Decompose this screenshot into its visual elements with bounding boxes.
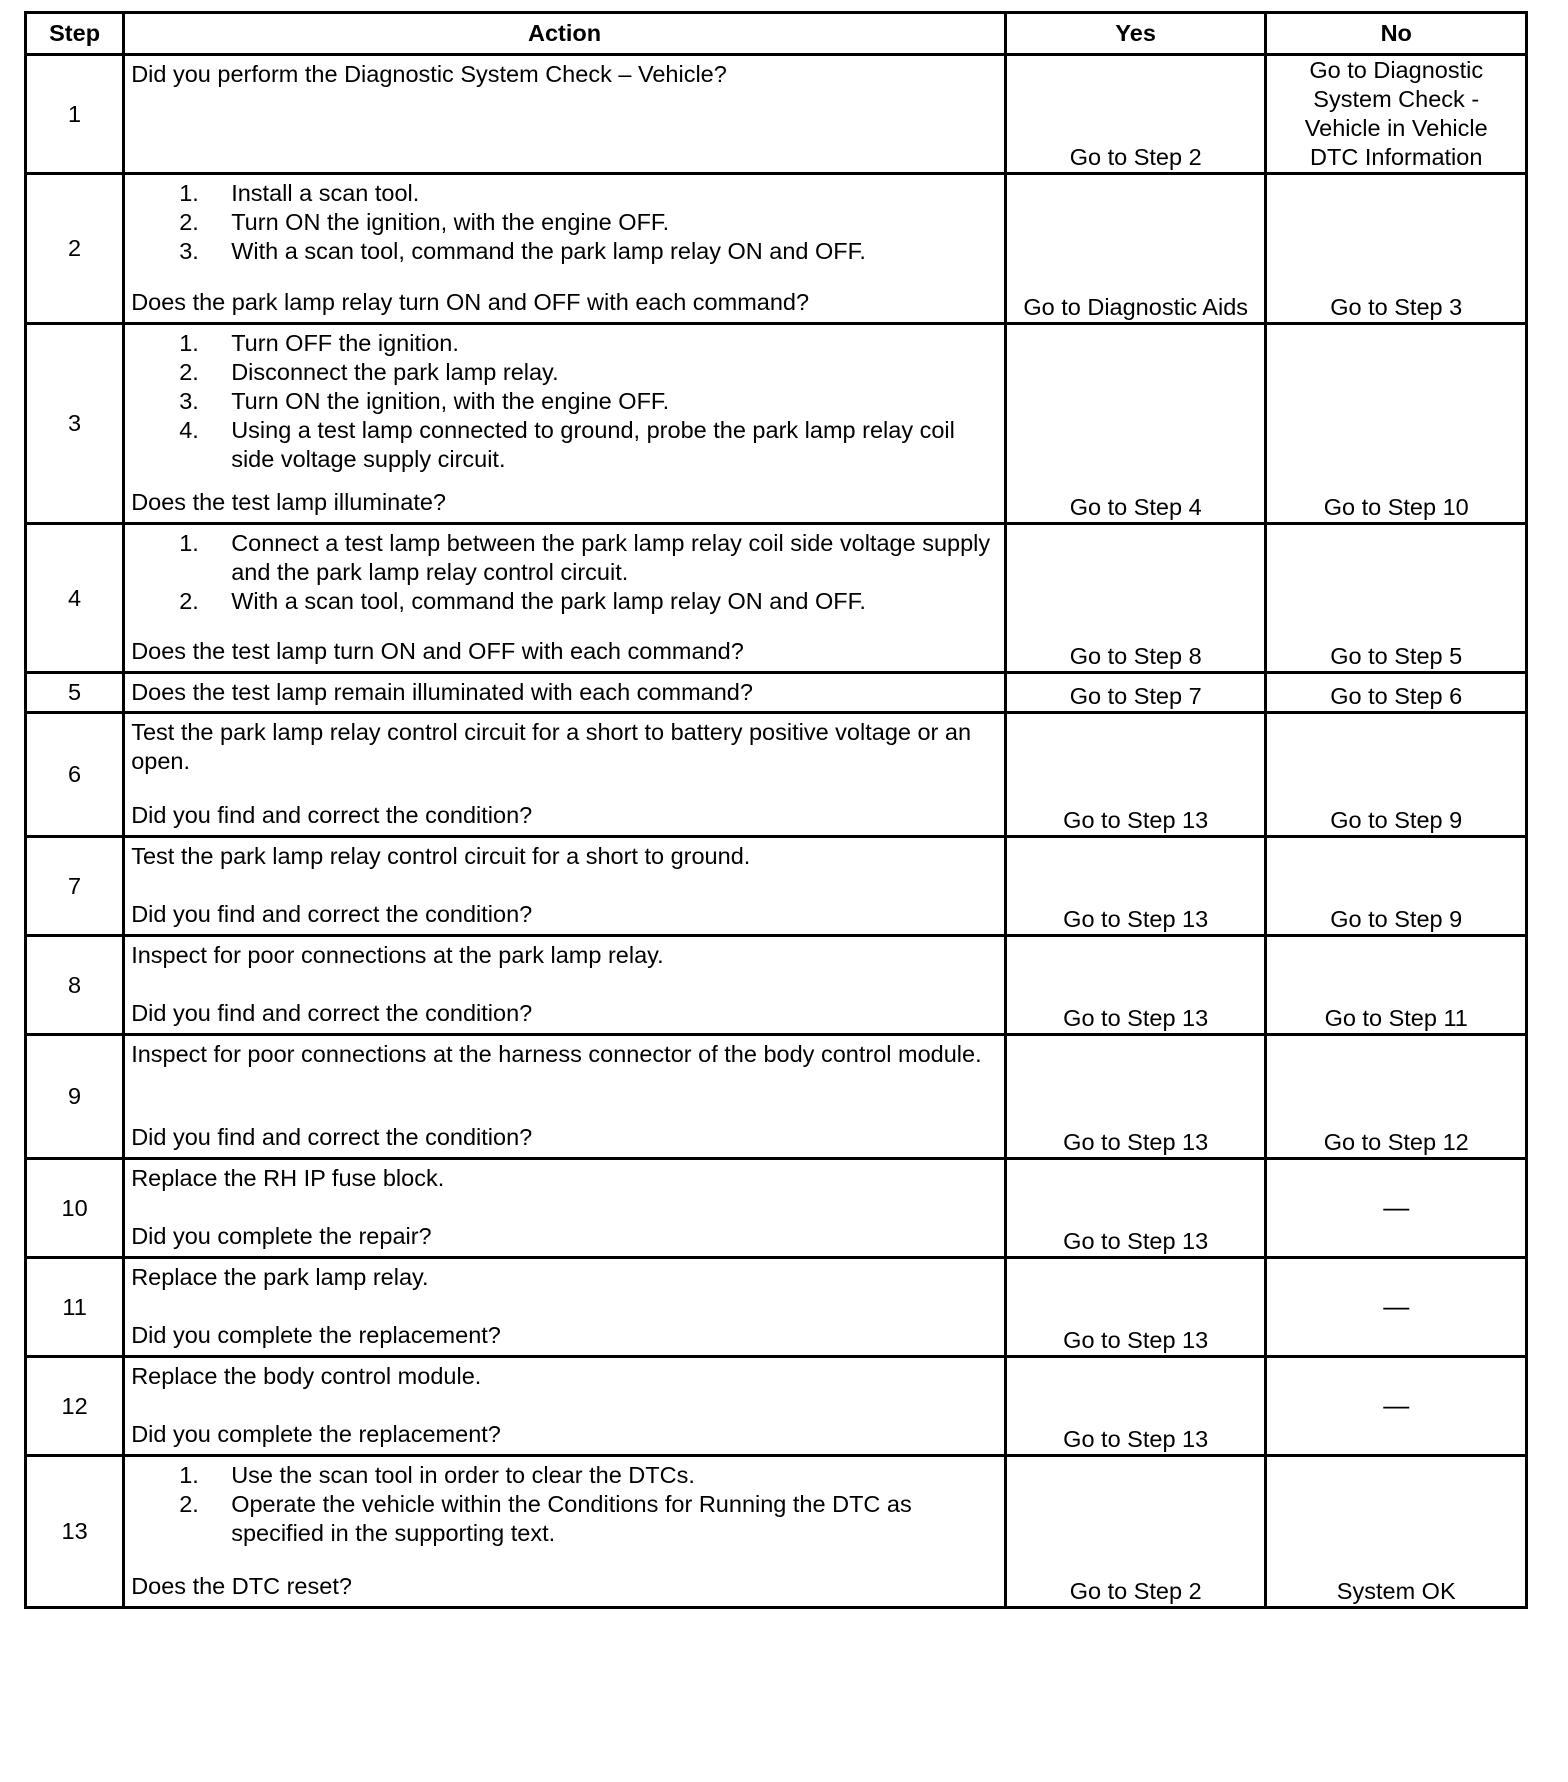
action-step-text: Install a scan tool. xyxy=(231,180,420,206)
action-cell xyxy=(124,1456,1006,1608)
diagnostic-table xyxy=(24,11,1528,1609)
no-result-dash xyxy=(1266,1357,1527,1456)
action-content xyxy=(125,525,1004,671)
action-content xyxy=(125,838,1004,934)
action-content xyxy=(125,937,1004,1033)
dash-glyph: — xyxy=(1383,1192,1410,1222)
no-result: Go to Step 3 xyxy=(1266,174,1527,324)
action-step-item xyxy=(131,208,998,237)
action-steps-list xyxy=(131,1461,998,1548)
action-step-text: Turn ON the ignition, with the engine OFF. xyxy=(231,209,670,235)
action-step-text: Turn ON the ignition, with the engine OFF. xyxy=(231,388,670,414)
action-text: Test the park lamp relay control circuit for a short to ground. xyxy=(131,843,751,869)
action-step-text: Using a test lamp connected to ground, probe the park lamp relay coil side voltage supply circuit. xyxy=(231,417,955,472)
table-row xyxy=(26,174,1527,324)
yes-result: Go to Step 7 xyxy=(1005,673,1266,713)
action-cell xyxy=(124,1035,1006,1159)
step-number: 12 xyxy=(26,1357,124,1456)
action-cell xyxy=(124,174,1006,324)
action-text: Does the test lamp remain illuminated with each command? xyxy=(131,679,753,705)
action-question: Did you complete the repair? xyxy=(131,1223,432,1249)
action-cell xyxy=(124,936,1006,1035)
action-cell xyxy=(124,524,1006,673)
action-cell xyxy=(124,673,1006,713)
action-text: Inspect for poor connections at the harness connector of the body control module. xyxy=(131,1041,982,1067)
action-content xyxy=(125,1259,1004,1355)
action-step-item xyxy=(131,387,998,416)
step-number: 10 xyxy=(26,1159,124,1258)
header-step: Step xyxy=(26,13,124,55)
no-result: System OK xyxy=(1266,1456,1527,1608)
action-step-item xyxy=(131,237,998,266)
action-step-number: 3. xyxy=(179,238,199,264)
table-row xyxy=(26,837,1527,936)
action-content xyxy=(125,714,1004,835)
yes-result: Go to Step 4 xyxy=(1005,324,1266,524)
table-row xyxy=(26,673,1527,713)
no-result: Go to Step 9 xyxy=(1266,713,1527,837)
table-row xyxy=(26,713,1527,837)
table-row xyxy=(26,524,1527,673)
action-question: Did you find and correct the condition? xyxy=(131,802,533,828)
action-step-number: 1. xyxy=(179,330,199,356)
action-step-number: 2. xyxy=(179,1491,199,1517)
action-question: Did you find and correct the condition? xyxy=(131,901,533,927)
action-cell xyxy=(124,1159,1006,1258)
action-question: Does the DTC reset? xyxy=(131,1573,352,1599)
table-row xyxy=(26,324,1527,524)
step-number: 11 xyxy=(26,1258,124,1357)
action-steps-list xyxy=(131,329,998,474)
yes-result: Go to Step 13 xyxy=(1005,1035,1266,1159)
action-question: Did you complete the replacement? xyxy=(131,1322,501,1348)
action-steps-list xyxy=(131,179,998,266)
step-number: 5 xyxy=(26,673,124,713)
action-step-number: 3. xyxy=(179,388,199,414)
action-step-text: With a scan tool, command the park lamp relay ON and OFF. xyxy=(231,588,866,614)
action-question: Does the park lamp relay turn ON and OFF with each command? xyxy=(131,289,810,315)
action-step-text: Use the scan tool in order to clear the DTCs. xyxy=(231,1462,695,1488)
yes-result: Go to Step 13 xyxy=(1005,713,1266,837)
no-result: Go to Step 9 xyxy=(1266,837,1527,936)
action-step-item xyxy=(131,1461,998,1490)
action-cell xyxy=(124,837,1006,936)
action-cell xyxy=(124,55,1006,174)
action-text: Replace the park lamp relay. xyxy=(131,1264,429,1290)
no-result: Go to Diagnostic System Check - Vehicle in Vehicle DTC Information xyxy=(1266,55,1527,174)
table-row xyxy=(26,1456,1527,1608)
table-row xyxy=(26,1258,1527,1357)
action-content xyxy=(125,56,1004,168)
action-step-text: Operate the vehicle within the Conditions for Running the DTC as specified in the supporting text. xyxy=(231,1491,912,1546)
yes-result: Go to Step 13 xyxy=(1005,1159,1266,1258)
no-result: Go to Step 11 xyxy=(1266,936,1527,1035)
table-row xyxy=(26,1159,1527,1258)
action-question: Does the test lamp illuminate? xyxy=(131,489,446,515)
action-question: Did you complete the replacement? xyxy=(131,1421,501,1447)
header-no: No xyxy=(1266,13,1527,55)
action-text: Did you perform the Diagnostic System Check – Vehicle? xyxy=(131,61,727,87)
action-step-text: Turn OFF the ignition. xyxy=(231,330,459,356)
table-row xyxy=(26,55,1527,174)
yes-result: Go to Diagnostic Aids xyxy=(1005,174,1266,324)
action-content xyxy=(125,1160,1004,1256)
action-step-text: With a scan tool, command the park lamp relay ON and OFF. xyxy=(231,238,866,264)
action-cell xyxy=(124,1357,1006,1456)
action-text: Replace the body control module. xyxy=(131,1363,482,1389)
action-content xyxy=(125,1036,1004,1157)
no-result: Go to Step 12 xyxy=(1266,1035,1527,1159)
step-number: 3 xyxy=(26,324,124,524)
step-number: 7 xyxy=(26,837,124,936)
action-content xyxy=(125,175,1004,322)
step-number: 6 xyxy=(26,713,124,837)
action-question: Did you find and correct the condition? xyxy=(131,1124,533,1150)
table-row xyxy=(26,1035,1527,1159)
yes-result: Go to Step 13 xyxy=(1005,1357,1266,1456)
no-result-dash xyxy=(1266,1159,1527,1258)
step-number: 9 xyxy=(26,1035,124,1159)
dash-glyph: — xyxy=(1383,1291,1410,1321)
no-result-dash xyxy=(1266,1258,1527,1357)
action-content xyxy=(125,325,1004,522)
action-text: Replace the RH IP fuse block. xyxy=(131,1165,445,1191)
step-number: 2 xyxy=(26,174,124,324)
action-content xyxy=(125,674,1004,711)
action-step-item xyxy=(131,1490,998,1548)
table-row xyxy=(26,1357,1527,1456)
no-result: Go to Step 5 xyxy=(1266,524,1527,673)
action-cell xyxy=(124,1258,1006,1357)
action-step-number: 1. xyxy=(179,180,199,206)
action-step-text: Connect a test lamp between the park lamp relay coil side voltage supply and the park lamp relay control circuit. xyxy=(231,530,991,585)
action-step-item xyxy=(131,587,998,616)
step-number: 1 xyxy=(26,55,124,174)
step-number: 13 xyxy=(26,1456,124,1608)
yes-result: Go to Step 8 xyxy=(1005,524,1266,673)
dash-glyph: — xyxy=(1383,1390,1410,1420)
action-steps-list xyxy=(131,529,998,616)
action-step-item xyxy=(131,329,998,358)
action-cell xyxy=(124,713,1006,837)
action-step-item xyxy=(131,179,998,208)
action-text: Test the park lamp relay control circuit for a short to battery positive voltage or an open. xyxy=(131,719,972,774)
action-step-number: 1. xyxy=(179,530,199,556)
action-step-number: 4. xyxy=(179,417,199,443)
yes-result: Go to Step 2 xyxy=(1005,1456,1266,1608)
action-step-text: Disconnect the park lamp relay. xyxy=(231,359,559,385)
action-step-number: 2. xyxy=(179,209,199,235)
yes-result: Go to Step 13 xyxy=(1005,1258,1266,1357)
no-result: Go to Step 6 xyxy=(1266,673,1527,713)
yes-result: Go to Step 13 xyxy=(1005,837,1266,936)
action-step-number: 2. xyxy=(179,588,199,614)
action-step-item xyxy=(131,358,998,387)
yes-result: Go to Step 2 xyxy=(1005,55,1266,174)
step-number: 8 xyxy=(26,936,124,1035)
action-step-number: 2. xyxy=(179,359,199,385)
action-step-item xyxy=(131,529,998,587)
header-action: Action xyxy=(124,13,1006,55)
action-question: Did you find and correct the condition? xyxy=(131,1000,533,1026)
action-cell xyxy=(124,324,1006,524)
action-content xyxy=(125,1358,1004,1454)
no-result: Go to Step 10 xyxy=(1266,324,1527,524)
step-number: 4 xyxy=(26,524,124,673)
header-row xyxy=(26,13,1527,55)
yes-result: Go to Step 13 xyxy=(1005,936,1266,1035)
action-step-item xyxy=(131,416,998,474)
table-row xyxy=(26,936,1527,1035)
action-question: Does the test lamp turn ON and OFF with each command? xyxy=(131,638,744,664)
header-yes: Yes xyxy=(1005,13,1266,55)
action-text: Inspect for poor connections at the park lamp relay. xyxy=(131,942,664,968)
action-step-number: 1. xyxy=(179,1462,199,1488)
action-content xyxy=(125,1457,1004,1606)
